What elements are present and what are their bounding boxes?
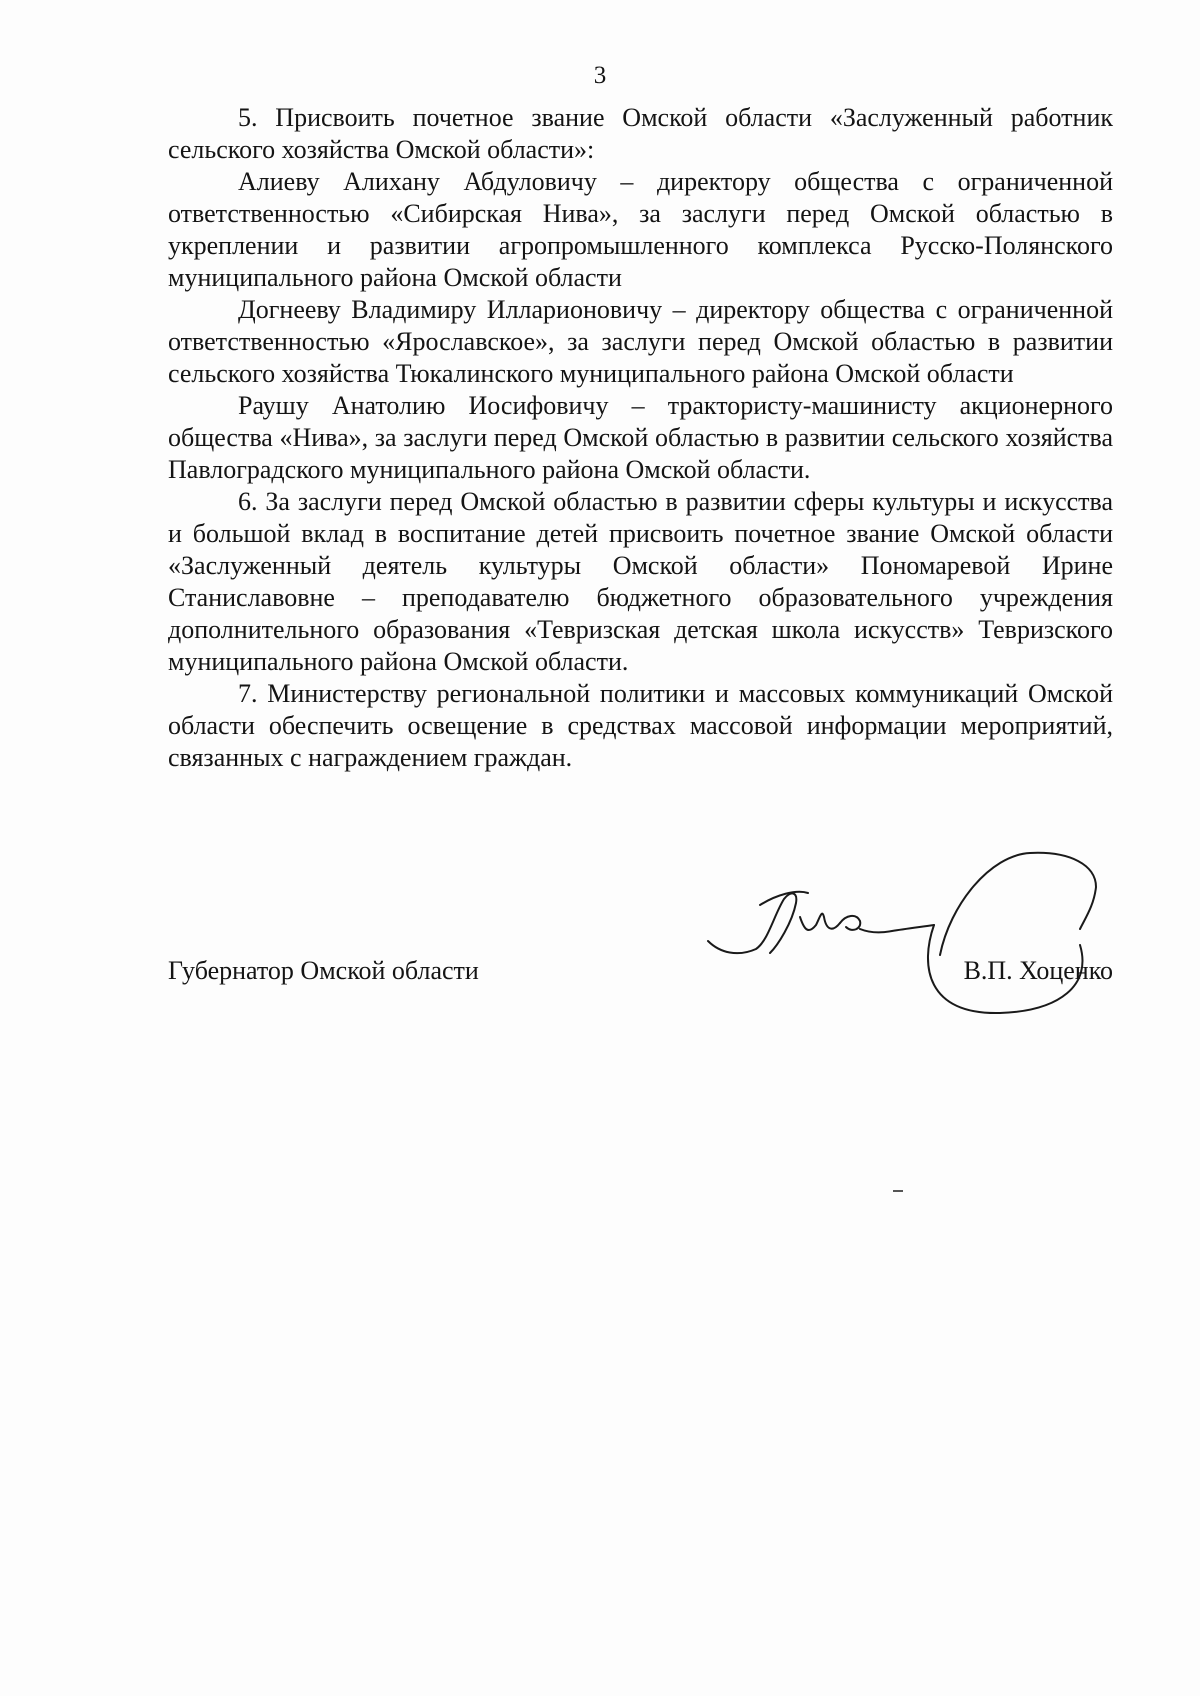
signatory-position: Губернатор Омской области [168, 956, 479, 985]
paragraph-award-raush: Раушу Анатолию Иосифовичу – трактористу-машинисту акционерного общества «Нива», за заслуги перед Омской областью в развитии сельского хозяйства Павлоградского муниципального района Омской области. [168, 391, 1113, 484]
paragraph-item-7: 7. Министерству региональной политики и массовых коммуникаций Омской области обеспечить освещение в средствах массовой информации мероприятий, связанных с награждением граждан. [168, 679, 1113, 772]
paragraph-award-dogneev: Догнееву Владимиру Илларионовичу – директору общества с ограниченной ответственностью «Ярославское», за заслуги перед Омской областью в развитии сельского хозяйства Тюкалинского муниципального района Омской области [168, 295, 1113, 388]
signature-block [168, 955, 1113, 995]
scan-artifact [893, 1190, 903, 1192]
paragraph-award-aliev: Алиеву Алихану Абдуловичу – директору общества с ограниченной ответственностью «Сибирская Нива», за заслуги перед Омской областью в укреплении и развитии агропромышленного комплекса Русско-Полянского муниципального района Омской области [168, 167, 1113, 292]
document-body [168, 102, 1113, 774]
page-number: 3 [593, 62, 607, 89]
signatory-name: В.П. Хоценко [963, 956, 1113, 985]
handwritten-signature [700, 845, 1120, 1025]
paragraph-item-6: 6. За заслуги перед Омской областью в развитии сферы культуры и искусства и большой вклад в воспитание детей присвоить почетное звание Омской области «Заслуженный деятель культуры Омской области» Пономаревой Ирине Станиславовне – преподавателю бюджетного образовательного учреждения дополнительного образования «Тевризская детская школа искусств» Тевризского муниципального района Омской области. [168, 487, 1113, 676]
paragraph-item-5: 5. Присвоить почетное звание Омской области «Заслуженный работник сельского хозяйства Омской области»: [168, 103, 1113, 164]
